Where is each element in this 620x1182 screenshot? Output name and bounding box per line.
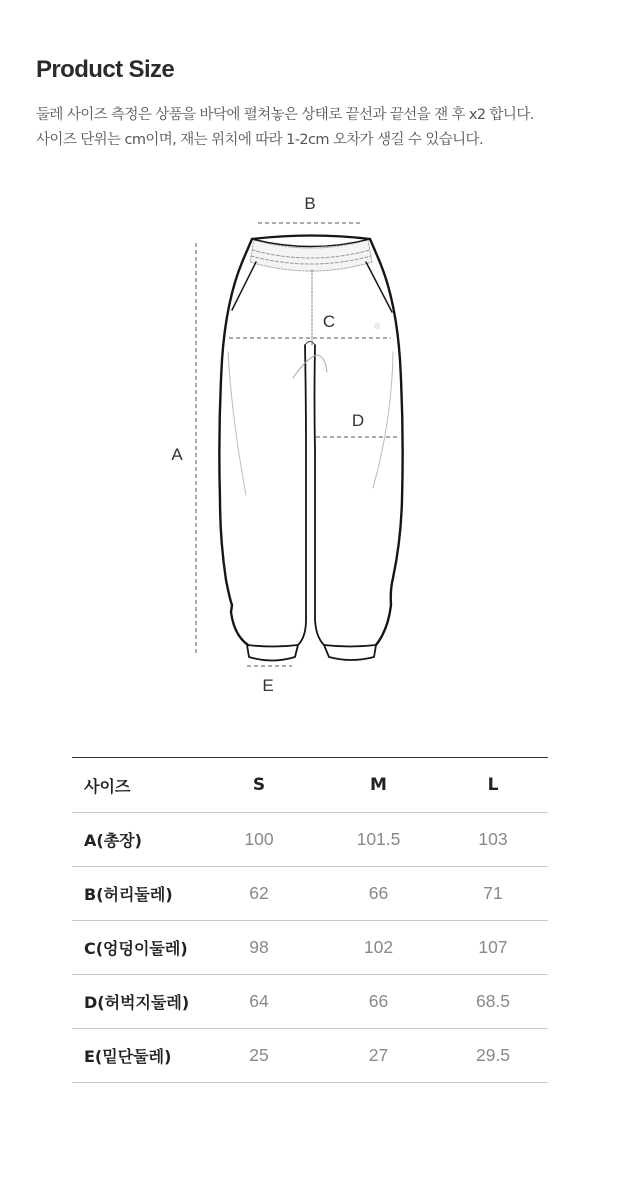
cell-value: 29.5: [438, 1029, 548, 1083]
diagram-label-a: A: [171, 445, 183, 464]
cell-value: 101.5: [319, 813, 438, 867]
cell-value: 25: [199, 1029, 319, 1083]
description-line: 둘레 사이즈 측정은 상품을 바닥에 펼쳐놓은 상태로 끝선과 끝선을 잰 후 x2 합니다.: [36, 107, 534, 123]
cell-value: 103: [438, 813, 548, 867]
cell-value: 102: [319, 921, 438, 975]
cell-value: 27: [319, 1029, 438, 1083]
cell-value: 62: [199, 867, 319, 921]
column-header-size: 사이즈: [72, 758, 199, 813]
diagram-label-b: B: [304, 194, 316, 213]
cell-value: 68.5: [438, 975, 548, 1029]
cell-value: 107: [438, 921, 548, 975]
measurement-description: [36, 103, 606, 153]
table-header-row: [72, 758, 548, 813]
cell-value: 71: [438, 867, 548, 921]
table-row: [72, 867, 548, 921]
cell-value: 64: [199, 975, 319, 1029]
cell-value: 66: [319, 867, 438, 921]
diagram-label-d: D: [351, 411, 365, 430]
cell-value: 100: [199, 813, 319, 867]
table-row: [72, 813, 548, 867]
cell-value: 66: [319, 975, 438, 1029]
table-row: [72, 921, 548, 975]
diagram-label-e: E: [262, 676, 274, 695]
row-label: A(총장): [72, 813, 199, 867]
page-title: Product Size: [36, 56, 175, 83]
column-header-l: L: [438, 758, 548, 813]
size-table: [72, 757, 548, 1083]
pants-sketch-icon: [0, 180, 620, 710]
column-header-m: M: [319, 758, 438, 813]
cell-value: 98: [199, 921, 319, 975]
table-row: [72, 975, 548, 1029]
row-label: D(허벅지둘레): [72, 975, 199, 1029]
row-label: E(밑단둘레): [72, 1029, 199, 1083]
size-diagram: [0, 180, 620, 710]
description-line: 사이즈 단위는 cm이며, 재는 위치에 따라 1-2cm 오차가 생길 수 있습니다.: [36, 132, 483, 148]
row-label: C(엉덩이둘레): [72, 921, 199, 975]
diagram-label-c: C: [322, 312, 336, 331]
row-label: B(허리둘레): [72, 867, 199, 921]
table-row: [72, 1029, 548, 1083]
column-header-s: S: [199, 758, 319, 813]
